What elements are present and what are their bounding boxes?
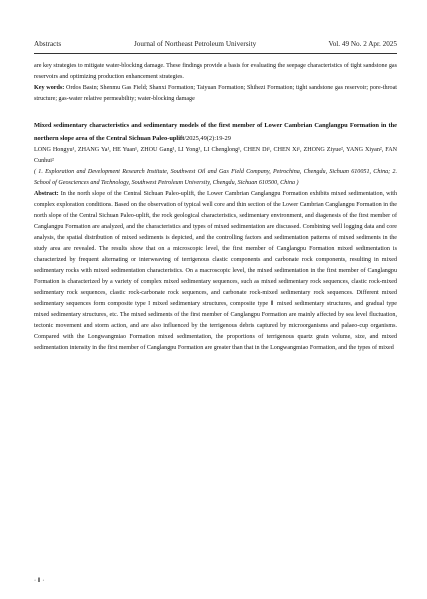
article-citation: /2025,49(2):19-29 — [184, 134, 231, 142]
header-issue-info: Vol. 49 No. 2 Apr. 2025 — [328, 40, 397, 48]
previous-abstract-tail: are key strategies to mitigate water-blocking damage. These findings provide a basis for evaluating the seepage characteristics of tight sandstone gas reservoirs and optimizing production enhancement strategies. — [34, 63, 397, 80]
article-affiliations: ( 1. Exploration and Development Research Institute, Southwest Oil and Gas Field Company, Petrochina, Chengdu, Sichuan 610051, China; 2. School of Geosciences and Technology, Southwest Petroleum University, Chengdu, Sichuan 610500, China ) — [34, 169, 397, 186]
keywords-text: Ordos Basin; Shenmu Gas Field; Shanxi Formation; Taiyuan Formation; Shihezi Formation; tight sandstone gas reservoir; pore-throat structure; gas-water relative permeability; water-blocking damage — [34, 85, 397, 102]
keywords-label: Key words: — [34, 85, 65, 91]
running-header — [34, 40, 397, 52]
previous-keywords — [34, 83, 397, 105]
article-authors: LONG Hongyu¹, ZHANG Ya¹, HE Yuan¹, ZHOU Gang¹, LI Yong¹, LI Chenglong¹, CHEN Di¹, CHEN Xi¹, ZHONG Ziyue², YANG Xiyan², FAN Cunhui² — [34, 147, 397, 164]
page-number: · Ⅱ · — [34, 577, 45, 584]
header-section-label: Abstracts — [34, 40, 62, 48]
header-journal-name: Journal of Northeast Petroleum University — [134, 40, 257, 48]
article-abstract — [34, 189, 397, 354]
article-title-text: Mixed sedimentary characteristics and sedimentary models of the first member of Lower Cambrian Canglangpu Formation in the northern slope area of the Central Sichuan Paleo-uplift — [34, 122, 397, 142]
article-title — [34, 120, 397, 145]
abstract-text: In the north slope of the Central Sichuan Paleo-uplift, the Lower Cambrian Canglangpu Formation exhibits mixed sedimentation, with complex exploration conditions. Based on the observation of typical well core and thin section of the Lower Cambrian Canglangpu Formation in the north slope of the Central Sichuan Paleo-uplift, the rock geological characteristics, sedimentary environment, and diagenesis of the first member of Canglangpu Formation are analyzed, and the characteristics and types of mixed sedimentation are discussed. Combining well logging data and core analysis, the spatial distribution of mixed sediments is depicted, and the controlling factors and sedimentation patterns of mixed sediments in the study area are revealed. The results show that on a microscopic level, the first member of Canglangpu Formation mixed sedimentation is characterized by frequent alternating or interweaving of terrigenous clastic components and carbonate rock components, resulting in mixed sedimentary rocks with mixed sedimentation characteristics. On a macroscopic level, the mixed sedimentation in the first member of Canglangpu Formation is characterized by a variety of complex mixed sedimentary sequences, such as mixed sedimentary rock sequences, clastic rock-mixed sedimentary rock sequences, clastic rock-carbonate rock sequences, and carbonate rock-mixed sedimentary rock sequences. Different mixed sedimentary sequences form composite type I mixed sedimentary structures, composite type Ⅱ mixed sedimentary structures, and gradual type mixed sedimentary structures, etc. The mixed sediments of the first member of Canglangpu Formation are mainly affected by sea level fluctuation, tectonic movement and storm action, and are also influenced by the terrigenous debris captured by microorganisms and palaeo-cup organisms. Compared with the Longwangmiao Formation mixed sedimentation, the proportions of terrigenous quartz grain volume, size, and mixed sedimentation intensity in the first member of Canglangpu Formation are greater than that in the Longwangmiao Formation, and the types of mixed — [34, 191, 397, 351]
abstract-label: Abstract: — [34, 191, 59, 197]
page-body — [34, 61, 397, 354]
header-rule — [34, 53, 397, 54]
